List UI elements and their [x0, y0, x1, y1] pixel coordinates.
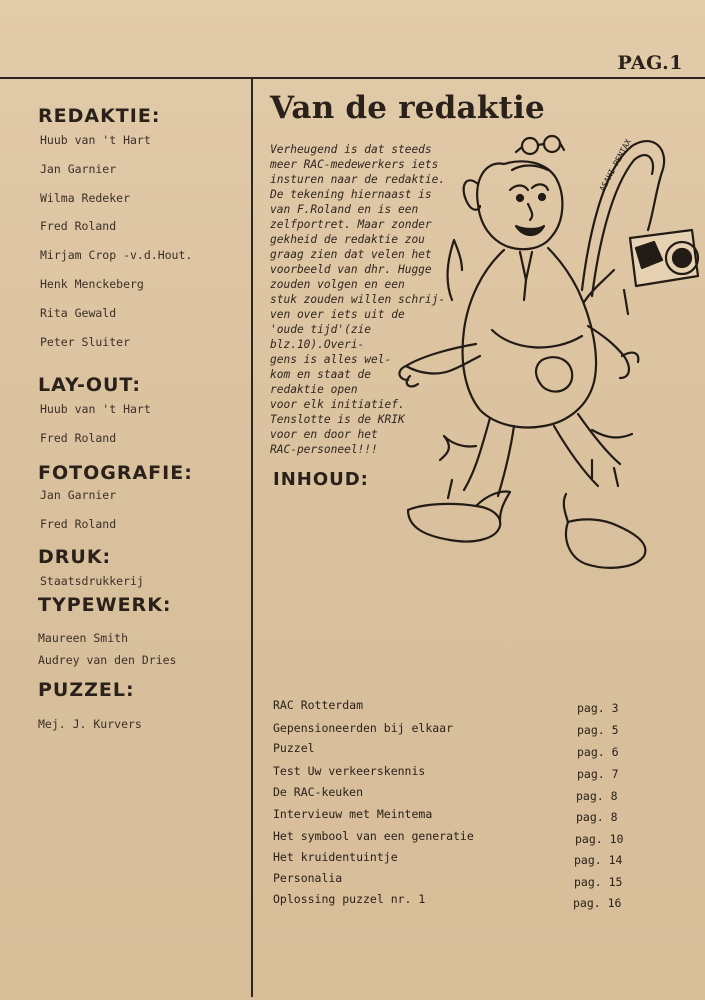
editorial-line: zouden volgen en een [270, 278, 405, 291]
typewerk-name: Maureen Smith [38, 631, 129, 645]
column-divider [251, 77, 253, 997]
druk-heading: DRUK: [38, 546, 112, 568]
editorial-line: graag zien dat velen het [270, 248, 432, 261]
editorial-line: Tenslotte is de KRIK [270, 413, 405, 426]
redaktie-name: Mirjam Crop -v.d.Hout. [40, 248, 193, 262]
toc-entry-page: pag. 16 [573, 896, 622, 910]
editorial-line: gekheid de redaktie zou [270, 233, 425, 246]
editorial-line: meer RAC-medewerkers iets [270, 158, 439, 171]
toc-entry-page: pag. 14 [574, 853, 623, 867]
editorial-line: voorbeeld van dhr. Hugge [270, 263, 432, 276]
head-drawing [464, 161, 563, 249]
typewerk-name: Audrey van den Dries [38, 653, 177, 667]
camera-brand-lettering: ASAHI PENTAX [597, 137, 633, 193]
redaktie-name: Henk Menckeberg [40, 277, 144, 291]
editorial-line: ven over iets uit de [270, 308, 405, 321]
puzzel-name: Mej. J. Kurvers [38, 717, 142, 731]
cartoon-self-portrait-illustration [392, 130, 705, 600]
toc-entry-title: Intervieuw met Meintema [273, 807, 433, 821]
toc-entry-title: Personalia [273, 871, 343, 885]
editorial-line: voor en door het [270, 428, 378, 441]
toc-entry-page: pag. 10 [575, 832, 624, 846]
editorial-line: kom en staat de [270, 368, 372, 381]
editorial-line: blz.10).Overi- [270, 338, 365, 351]
toc-entry-title: Het symbool van een generatie [273, 829, 474, 843]
redaktie-name: Rita Gewald [40, 306, 117, 320]
legs-drawing [408, 414, 645, 568]
page-title: Van de redaktie [270, 90, 545, 126]
toc-entry-page: pag. 15 [574, 875, 623, 889]
editorial-line: insturen naar de redaktie. [270, 173, 446, 186]
toc-entry-title: Gepensioneerden bij elkaar [273, 721, 454, 735]
druk-name: Staatsdrukkerij [40, 574, 144, 588]
toc-entry-page: pag. 6 [577, 745, 619, 759]
editorial-line: zelfportret. Maar zonder [270, 218, 432, 231]
inhoud-heading: INHOUD: [273, 469, 369, 490]
editorial-line: Verheugend is dat steeds [270, 143, 432, 156]
toc-entry-title: Puzzel [273, 741, 315, 755]
toc-entry-page: pag. 7 [577, 767, 619, 781]
body-drawing [399, 240, 638, 427]
toc-entry-page: pag. 5 [577, 723, 619, 737]
editorial-line: stuk zouden willen schrij- [270, 293, 446, 306]
glasses-drawing [516, 136, 564, 154]
layout-name: Huub van 't Hart [40, 402, 151, 416]
typewerk-heading: TYPEWERK: [38, 594, 172, 616]
toc-entry-title: Oplossing puzzel nr. 1 [273, 892, 426, 906]
header-rule [0, 77, 705, 79]
editorial-line: RAC-personeel!!! [270, 443, 378, 456]
redaktie-name: Fred Roland [40, 219, 117, 233]
redaktie-name: Huub van 't Hart [40, 133, 151, 147]
editorial-line: redaktie open [270, 383, 358, 396]
fotografie-heading: FOTOGRAFIE: [38, 462, 193, 484]
editorial-line: gens is alles wel- [270, 353, 392, 366]
layout-heading: LAY-OUT: [38, 374, 141, 396]
page-number: PAG.1 [617, 52, 683, 74]
editorial-line: voor elk initiatief. [270, 398, 405, 411]
editorial-line: De tekening hiernaast is [270, 188, 432, 201]
redaktie-name: Wilma Redeker [40, 191, 131, 205]
puzzel-heading: PUZZEL: [38, 679, 135, 701]
editorial-line: 'oude tijd'(zie [270, 323, 372, 336]
toc-entry-page: pag. 8 [576, 810, 618, 824]
layout-name: Fred Roland [40, 431, 117, 445]
fotografie-name: Fred Roland [40, 517, 117, 531]
redaktie-name: Peter Sluiter [40, 335, 131, 349]
toc-entry-title: RAC Rotterdam [273, 698, 364, 712]
toc-entry-page: pag. 8 [576, 789, 618, 803]
fotografie-name: Jan Garnier [40, 488, 117, 502]
toc-entry-page: pag. 3 [577, 701, 619, 715]
toc-entry-title: De RAC-keuken [273, 785, 364, 799]
redaktie-name: Jan Garnier [40, 162, 117, 176]
redaktie-heading: REDAKTIE: [38, 105, 161, 127]
camera-drawing [582, 141, 698, 314]
toc-entry-title: Het kruidentuintje [273, 850, 398, 864]
editorial-line: van F.Roland en is een [270, 203, 419, 216]
toc-entry-title: Test Uw verkeerskennis [273, 764, 426, 778]
